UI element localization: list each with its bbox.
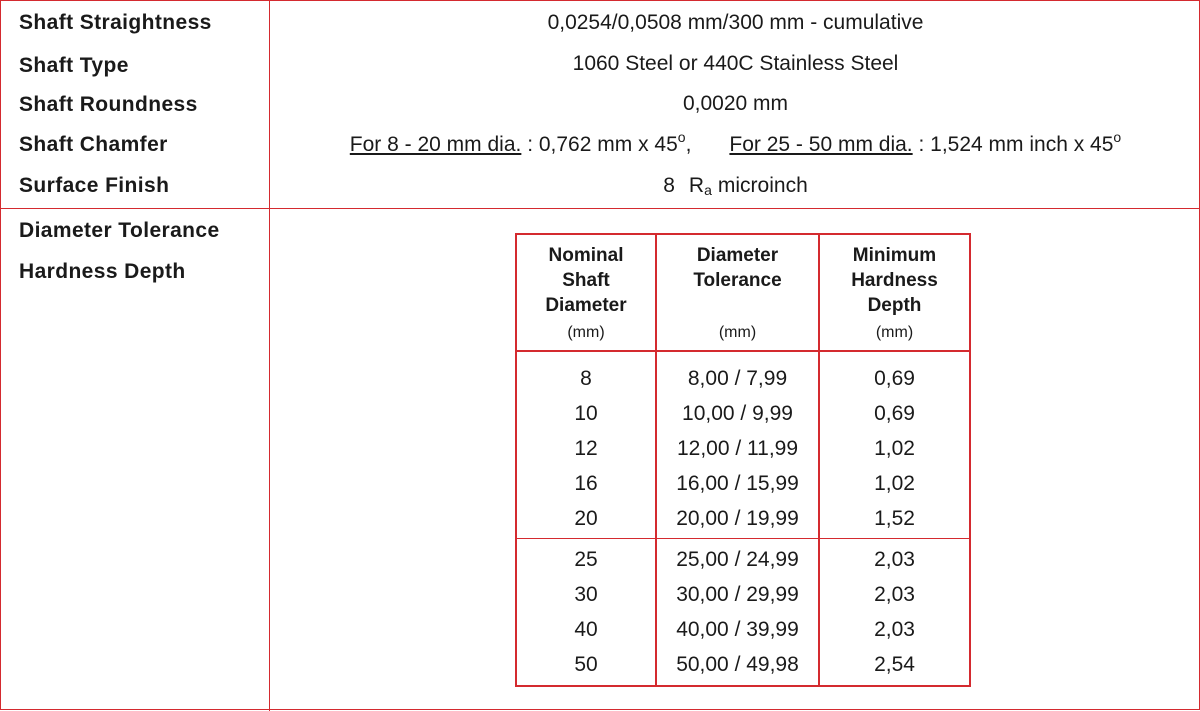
cell-hardness-depth: 1,52 [874,507,915,530]
value-shaft-straightness: 0,0254/0,0508 mm/300 mm - cumulative [547,11,924,34]
table-row [517,431,969,466]
value-shaft-chamfer [270,129,1200,157]
degree-mark: o [677,129,686,145]
cell-hardness-depth: 1,02 [874,472,915,495]
header-line: Diameter [696,245,779,266]
cell-diameter-tolerance: 10,00 / 9,99 [682,402,793,425]
label-shaft-type: Shaft Type [19,54,129,77]
cell-diameter-tolerance: 8,00 / 7,99 [687,367,788,390]
degree-mark: o [1113,129,1122,145]
cell-nominal-diameter: 16 [574,472,598,495]
label-surface-finish: Surface Finish [19,174,170,197]
cell-hardness-depth: 2,03 [874,583,915,606]
cell-nominal-diameter: 50 [574,653,598,676]
header-line: Minimum [852,245,937,266]
cell-nominal-diameter: 20 [574,507,598,530]
table-row [517,647,969,682]
label-diameter-tolerance: Diameter Tolerance [19,219,220,242]
cell-hardness-depth: 0,69 [874,367,915,390]
cell-diameter-tolerance: 20,00 / 19,99 [676,507,799,530]
cell-diameter-tolerance: 50,00 / 49,98 [676,653,799,676]
cell-hardness-depth: 2,03 [874,548,915,571]
cell-hardness-depth: 2,54 [874,653,915,676]
label-shaft-straightness: Shaft Straightness [19,11,212,34]
table-group-divider [517,538,969,539]
header-unit: (mm) [567,324,605,341]
cell-nominal-diameter: 12 [574,437,598,460]
header-line: Depth [867,295,922,316]
table-row [517,501,969,536]
table-header-divider [517,350,969,352]
table-row [517,466,969,501]
header-line: Tolerance [693,270,782,291]
cell-diameter-tolerance: 16,00 / 15,99 [676,472,799,495]
chamfer-value-large: : 1,524 mm inch x 45 [912,133,1114,156]
surface-finish-unit: microinch [717,174,808,197]
chamfer-separator: , [685,133,692,156]
table-row [517,612,969,647]
cell-hardness-depth: 2,03 [874,618,915,641]
table-row [517,396,969,431]
chamfer-range-large: For 25 - 50 mm dia. [729,133,913,156]
cell-diameter-tolerance: 40,00 / 39,99 [676,618,799,641]
table-row [517,577,969,612]
header-unit: (mm) [718,324,757,341]
header-line: Nominal [548,245,624,266]
cell-nominal-diameter: 40 [574,618,598,641]
cell-nominal-diameter: 10 [574,402,598,425]
table-row [517,542,969,577]
value-surface-finish [270,174,1200,198]
header-unit: (mm) [875,324,914,341]
header-nominal-shaft-diameter [517,243,655,318]
cell-hardness-depth: 0,69 [874,402,915,425]
label-shaft-roundness: Shaft Roundness [19,93,198,116]
surface-finish-r: R [688,174,705,197]
header-line: Hardness [851,270,938,291]
cell-diameter-tolerance: 25,00 / 24,99 [676,548,799,571]
cell-diameter-tolerance: 12,00 / 11,99 [676,437,799,460]
value-shaft-type: 1060 Steel or 440C Stainless Steel [572,52,899,75]
cell-nominal-diameter: 30 [574,583,598,606]
header-line: Diameter [545,295,627,316]
value-shaft-roundness: 0,0020 mm [682,92,789,115]
label-hardness-depth: Hardness Depth [19,260,186,283]
header-line: Shaft [562,270,610,291]
row-divider [1,208,1200,209]
label-shaft-chamfer: Shaft Chamfer [19,133,168,156]
chamfer-range-small: For 8 - 20 mm dia. [349,133,522,156]
chamfer-value-small: : 0,762 mm x 45 [521,133,678,156]
tolerance-table [515,233,971,687]
table-row [517,361,969,396]
surface-finish-number: 8 [663,174,675,197]
cell-nominal-diameter: 8 [580,367,592,390]
cell-nominal-diameter: 25 [574,548,598,571]
cell-diameter-tolerance: 30,00 / 29,99 [676,583,799,606]
surface-finish-subscript: a [704,182,712,198]
cell-hardness-depth: 1,02 [874,437,915,460]
header-diameter-tolerance [657,243,818,293]
header-minimum-hardness-depth [820,243,969,318]
